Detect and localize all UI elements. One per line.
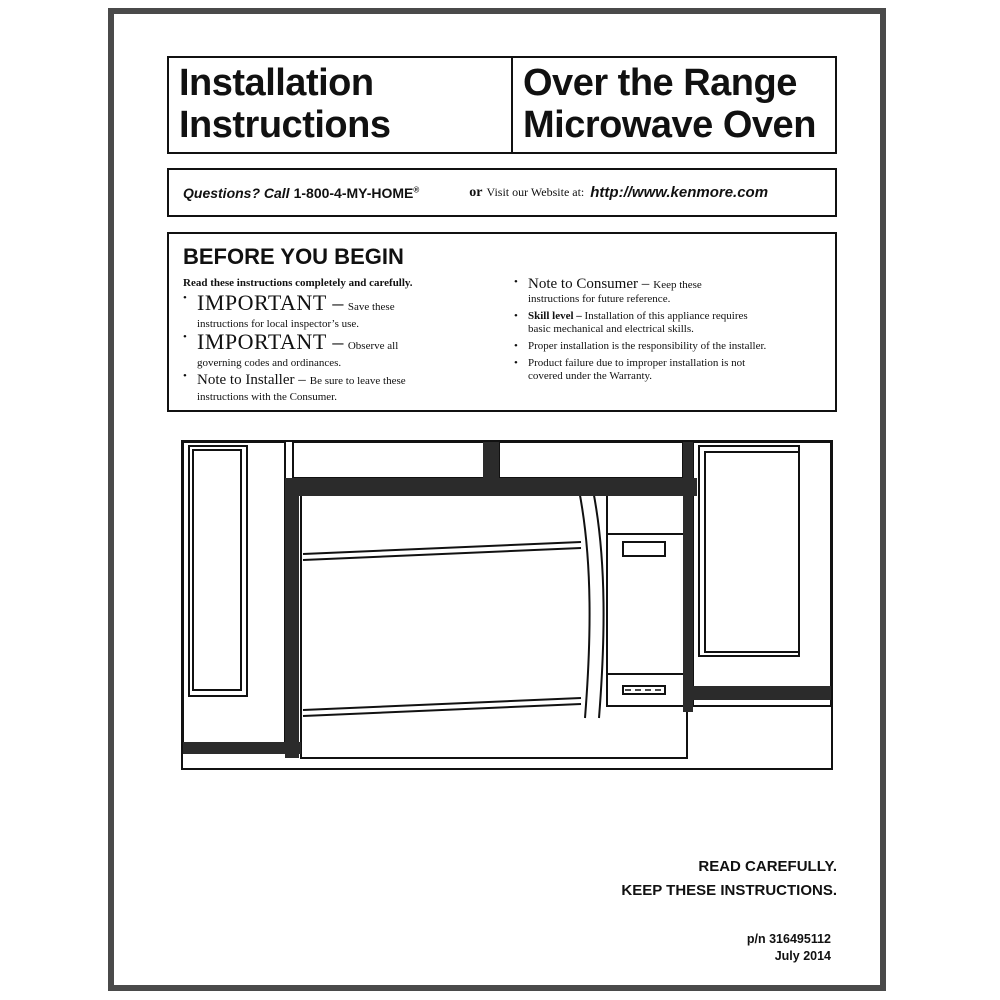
publication-date: July 2014	[774, 949, 831, 963]
title-instructions: Instructions	[179, 104, 391, 146]
right-cabinet	[693, 442, 831, 706]
microwave-illustration	[181, 440, 833, 770]
left-cabinet	[183, 442, 285, 752]
contact-bar	[167, 168, 837, 217]
list-item	[514, 276, 814, 306]
bullet: •	[514, 357, 518, 369]
item-lead: Note to Consumer –	[528, 276, 650, 292]
part-number-block	[747, 931, 831, 965]
website-link[interactable]: http://www.kenmore.com	[590, 184, 769, 201]
registered-mark: ®	[413, 184, 420, 194]
door-handle	[579, 490, 590, 718]
title-block	[167, 56, 837, 154]
bullet: •	[514, 310, 518, 322]
item-line2: basic mechanical and electrical skills.	[528, 323, 694, 335]
read-carefully-line2: KEEP THESE INSTRUCTIONS.	[621, 882, 837, 899]
title-over-the-range: Over the Range	[523, 62, 797, 104]
item-lead: IMPORTANT –	[197, 329, 344, 354]
part-number: p/n 316495112	[746, 932, 831, 946]
read-carefully-line1: READ CAREFULLY.	[698, 858, 837, 875]
title-microwave-oven: Microwave Oven	[523, 104, 816, 146]
list-item	[183, 331, 483, 370]
item-line2: instructions with the Consumer.	[197, 391, 337, 403]
list-item	[183, 292, 483, 331]
bullet: •	[183, 331, 187, 343]
item-rest: Save these	[347, 301, 395, 313]
before-you-begin-title: BEFORE YOU BEGIN	[183, 244, 404, 269]
microwave-drawing	[183, 442, 831, 768]
item-lead: Note to Installer –	[197, 372, 306, 388]
list-item	[514, 357, 814, 383]
contact-or: or	[469, 184, 483, 200]
contact-questions: Questions? Call	[183, 184, 290, 201]
bullet: •	[183, 370, 187, 382]
bullet: •	[183, 292, 187, 304]
bullet: •	[514, 276, 518, 288]
upper-cabinet-right	[499, 442, 683, 478]
item-lead: Skill level –	[528, 310, 582, 322]
microwave-body	[301, 490, 687, 758]
before-left-column	[183, 292, 483, 404]
right-cabinet-panel	[699, 446, 799, 656]
display-window	[623, 542, 665, 556]
item-rest: Keep these	[653, 279, 702, 291]
item-rest: Observe all	[347, 340, 399, 352]
item-line2: governing codes and ordinances.	[197, 357, 342, 369]
before-you-begin-box	[167, 232, 837, 412]
item-rest: Installation of this appliance requires	[584, 310, 748, 322]
bullet: •	[514, 340, 518, 352]
upper-cabinet-left	[293, 442, 489, 478]
contact-phone-number: 1-800-4-MY-HOME	[293, 184, 414, 201]
title-right	[513, 58, 835, 152]
list-item	[514, 340, 814, 353]
read-carefully-notice	[621, 855, 837, 903]
left-cabinet-panel	[189, 446, 247, 696]
list-item	[514, 310, 814, 336]
title-installation: Installation	[179, 62, 374, 104]
contact-visit: Visit our Website at:	[486, 185, 585, 199]
item-line2: covered under the Warranty.	[528, 370, 653, 382]
item-lead: IMPORTANT –	[197, 290, 344, 315]
list-item	[183, 370, 483, 404]
item-line2: instructions for local inspector’s use.	[197, 318, 360, 330]
before-right-column	[514, 276, 814, 387]
item-rest: Be sure to leave these	[309, 375, 406, 387]
before-you-begin-intro: Read these instructions completely and carefully.	[183, 277, 413, 289]
title-left	[169, 58, 513, 152]
item-rest: Product failure due to improper installation is not	[528, 357, 746, 369]
item-rest: Proper installation is the responsibility of the installer.	[528, 340, 767, 352]
contact-phone	[294, 185, 420, 201]
item-line2: instructions for future reference.	[528, 293, 671, 305]
